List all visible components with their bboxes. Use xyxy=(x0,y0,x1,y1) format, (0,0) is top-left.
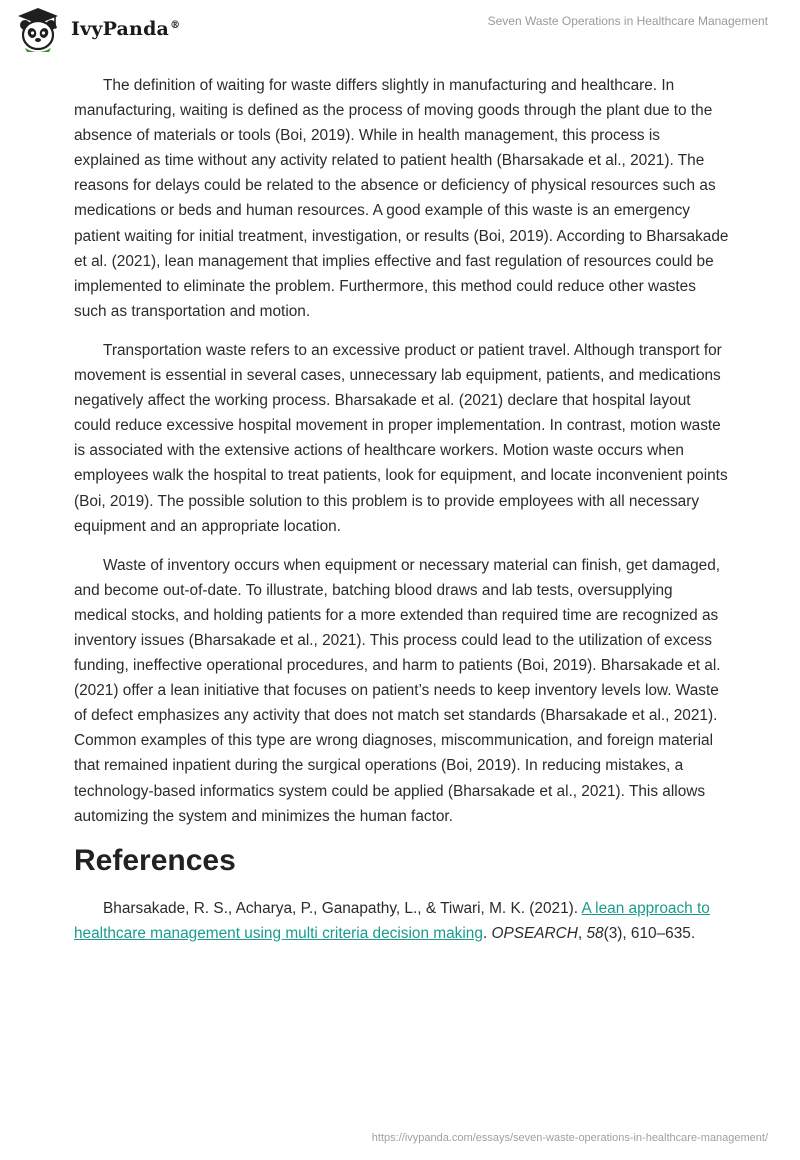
panda-graduate-icon xyxy=(15,6,61,52)
reference-authors: Bharsakade, R. S., Acharya, P., Ganapathy, L., & Tiwari, M. K. (2021). xyxy=(103,899,582,917)
ivypanda-logo[interactable] xyxy=(15,6,180,52)
paragraph-transportation-motion-waste: Transportation waste refers to an excessive product or patient travel. Although transport for movement is essential in several cases, unnecessary lab equipment, patients, and medications negatively affect the working process. Bharsakade et al. (2021) declare that hospital layout could reduce excessive hospital movement in proper implementation. In contrast, motion waste is associated with the extensive actions of healthcare workers. Motion waste occurs when employees walk the hospital to treat patients, look for equipment, and locate inconvenient points (Boi, 2019). The possible solution to this problem is to provide employees with all necessary equipment and an appropriate location. xyxy=(74,341,728,535)
brand-name xyxy=(71,18,180,40)
paragraph-waiting-waste: The definition of waiting for waste differs slightly in manufacturing and healthcare. In manufacturing, waiting is defined as the process of moving goods through the plant due to the absence of materials or tools (Boi, 2019). While in health management, this process is explained as time without any activity related to patient health (Bharsakade et al., 2021). The reasons for delays could be related to the absence or deficiency of physical resources such as medications or beds and human resources. A good example of this waste is an emergency patient waiting for initial treatment, investigation, or results (Boi, 2019). According to Bharsakade et al. (2021), lean management that implies effective and fast regulation of resources could be implemented to eliminate the problem. Furthermore, this method could reduce other wastes such as transportation and motion. xyxy=(74,77,729,320)
paragraph-inventory-defect-waste: Waste of inventory occurs when equipment or necessary material can finish, get damaged, and become out-of-date. To illustrate, batching blood draws and lab tests, oversupplying medical stocks, and holding patients for a more extended than required time are recognized as inventory issues (Bharsakade et al., 2021). This process could lead to the utilization of excess funding, ineffective operational procedures, and harm to patients (Boi, 2019). Bharsakade et al. (2021) offer a lean initiative that focuses on patient’s needs to keep inventory levels low. Waste of defect emphasizes any activity that does not match set standards (Bharsakade et al., 2021). Common examples of this type are wrong diagnoses, miscommunication, and foreign material that remained inpatient during the surgical operations (Boi, 2019). In reducing mistakes, a technology-based informatics system could be applied (Bharsakade et al., 2021). This allows automizing the system and minimizes the human factor. xyxy=(74,556,721,825)
document-title: Seven Waste Operations in Healthcare Management xyxy=(487,14,768,28)
brand-text: IvyPanda xyxy=(71,18,170,40)
footer-url: https://ivypanda.com/essays/seven-waste-operations-in-healthcare-management/ xyxy=(371,1132,768,1144)
reference-journal: OPSEARCH xyxy=(491,924,578,942)
page-header xyxy=(0,0,800,60)
references-heading: References xyxy=(74,843,236,877)
reference-comma: , xyxy=(577,924,587,942)
reference-after-link: . xyxy=(482,924,492,942)
reference-entry xyxy=(74,896,729,946)
registered-mark: ® xyxy=(170,19,181,31)
reference-issue-pages: (3), 610–635. xyxy=(603,924,696,942)
essay-body xyxy=(74,73,729,946)
reference-volume: 58 xyxy=(586,924,604,942)
reference-article-link[interactable]: A lean approach to healthcare management using multi criteria decision making xyxy=(74,899,710,942)
